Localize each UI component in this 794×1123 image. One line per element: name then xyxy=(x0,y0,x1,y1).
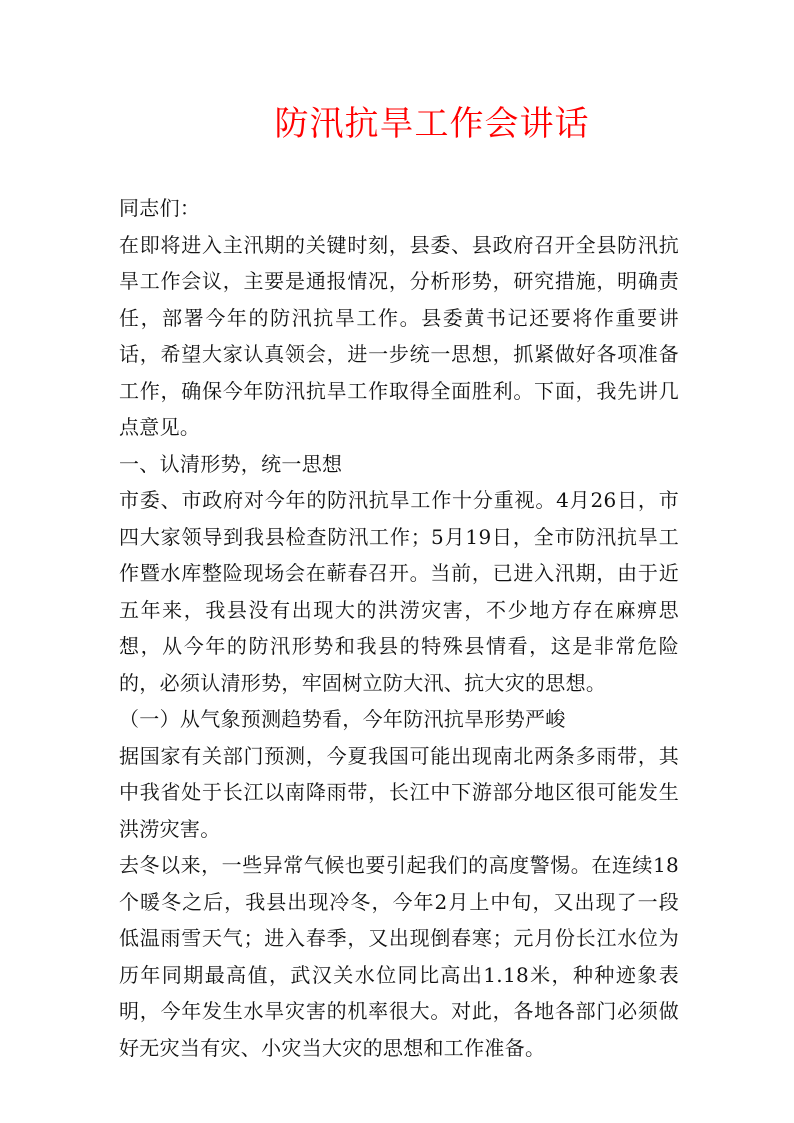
section-heading-1: 一、认清形势，统一思想 xyxy=(119,451,343,476)
salutation: 同志们： xyxy=(119,196,201,220)
subsection-heading-1: （一）从气象预测趋势看，今年防汛抗旱形势严峻 xyxy=(119,707,566,731)
paragraph-forecast: 据国家有关部门预测，今夏我国可能出现南北两条多雨带，其中我省处于长江以南降雨带，长江中下游部分地区很可能发生洪涝灾害。 xyxy=(119,743,679,841)
paragraph-situation: 市委、市政府对今年的防汛抗旱工作十分重视。4月26日，市四大家领导到我县检查防汛工作；5月19日，全市防汛抗旱工作暨水库整险现场会在蕲春召开。当前，已进入汛期，由于近五年来，我县没有出现大的洪涝灾害，不少地方存在麻痹思想，从今年的防汛形势和我县的特殊县情看，这是非常危险的，必须认清形势，牢固树立防大汛、抗大灾的思想。 xyxy=(119,488,679,695)
paragraph-climate: 去冬以来，一些异常气候也要引起我们的高度警惕。在连续18个暖冬之后，我县出现冷冬，今年2月上中旬，又出现了一段低温雨雪天气；进入春季，又出现倒春寒；元月份长江水位为历年同期最高值，武汉关水位同比高出1.18米，种种迹象表明，今年发生水旱灾害的机率很大。对此，各地各部门必须做好无灾当有灾、小灾当大灾的思想和工作准备。 xyxy=(119,853,679,1060)
document-title: 防汛抗旱工作会讲话 xyxy=(274,104,590,144)
paragraph-intro: 在即将进入主汛期的关键时刻，县委、县政府召开全县防汛抗旱工作会议，主要是通报情况，分析形势，研究措施，明确责任，部署今年的防汛抗旱工作。县委黄书记还要将作重要讲话，希望大家认真领会，进一步统一思想，抓紧做好各项准备工作，确保今年防汛抗旱工作取得全面胜利。下面，我先讲几点意见。 xyxy=(119,232,679,439)
document-body xyxy=(119,190,679,1066)
